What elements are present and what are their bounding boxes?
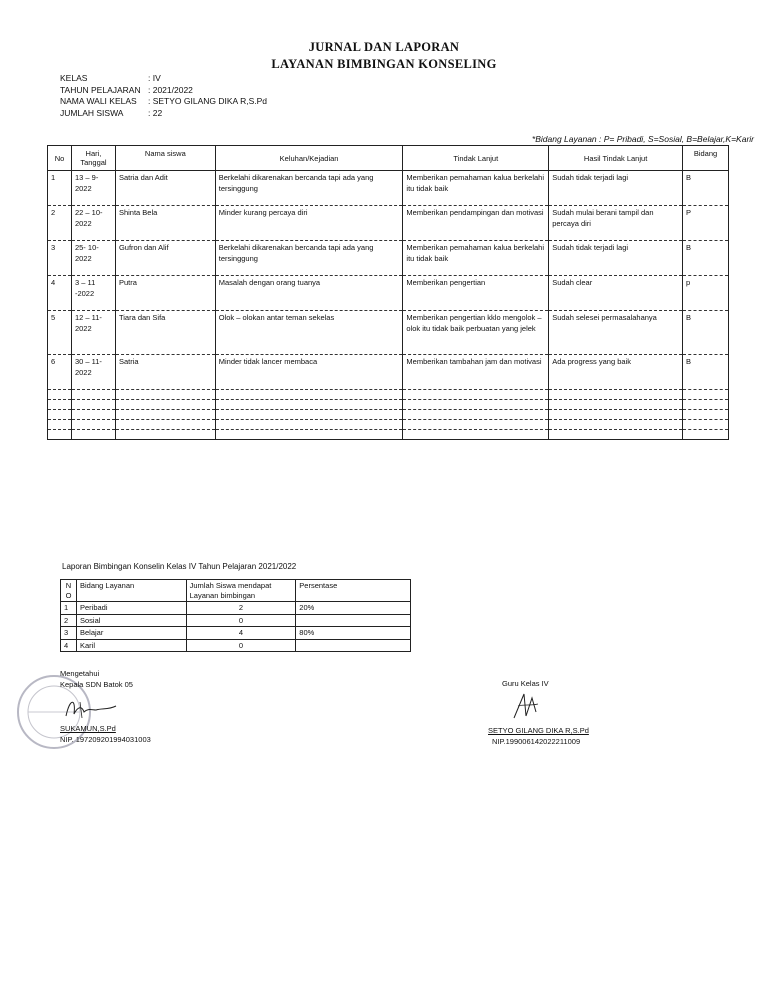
info-label-tahun: TAHUN PELAJARAN <box>60 84 141 95</box>
cell-date: 3 – 11 -2022 <box>71 276 115 311</box>
sum-cell-jumlah: 0 <box>186 639 296 652</box>
info-value-jumlah: : 22 <box>148 107 163 118</box>
cell-student: Shinta Bela <box>115 206 215 241</box>
cell-complaint: Masalah dengan orang tuanya <box>215 276 403 311</box>
cell-field: P <box>683 206 729 241</box>
info-label-kelas: KELAS <box>60 73 88 83</box>
cell-date: 25- 10-2022 <box>71 241 115 276</box>
info-value-kelas: : IV <box>148 73 161 83</box>
cell-action: Memberikan tambahan jam dan motivasi <box>403 355 549 390</box>
journal-header-row <box>48 146 729 171</box>
sum-col-no: N O <box>61 580 77 602</box>
summary-table <box>60 579 411 652</box>
cell-no: 1 <box>48 171 72 206</box>
bidang-legend-note: *Bidang Layanan : P= Pribadi, S=Sosial, B=Belajar,K=Karir <box>531 134 754 144</box>
cell-no: 4 <box>48 276 72 311</box>
cell-student: Satria <box>115 355 215 390</box>
cell-student: Tiara dan Sifa <box>115 311 215 355</box>
journal-table <box>47 145 729 440</box>
document-title: JURNAL DAN LAPORAN <box>308 40 460 54</box>
sum-cell-persen: 80% <box>296 627 411 640</box>
sum-cell-no: 3 <box>61 627 77 640</box>
info-value-tahun: : 2021/2022 <box>148 84 193 95</box>
sum-cell-jumlah: 0 <box>186 614 296 627</box>
info-label-wali: NAMA WALI KELAS <box>60 96 137 106</box>
sum-cell-no: 2 <box>61 614 77 627</box>
col-no: No <box>48 146 72 171</box>
cell-result: Sudah tidak terjadi lagi <box>549 241 683 276</box>
info-label-jumlah: JUMLAH SISWA <box>60 107 124 118</box>
cell-field: B <box>683 241 729 276</box>
cell-complaint: Olok – olokan antar teman sekelas <box>215 311 403 355</box>
table-row <box>48 311 729 355</box>
cell-no: 3 <box>48 241 72 276</box>
sum-cell-bidang: Belajar <box>76 627 186 640</box>
blank-row <box>48 400 729 410</box>
summary-title: Laporan Bimbingan Konselin Kelas IV Tahun Pelajaran 2021/2022 <box>62 562 297 571</box>
sum-cell-jumlah: 2 <box>186 602 296 615</box>
cell-date: 13 – 9-2022 <box>71 171 115 206</box>
cell-field: B <box>683 171 729 206</box>
sum-cell-bidang: Karil <box>76 639 186 652</box>
cell-field: B <box>683 355 729 390</box>
sum-cell-jumlah: 4 <box>186 627 296 640</box>
table-row <box>48 206 729 241</box>
sum-cell-bidang: Sosial <box>76 614 186 627</box>
cell-date: 22 – 10-2022 <box>71 206 115 241</box>
cell-field: B <box>683 311 729 355</box>
cell-result: Sudah selesei permasalahanya <box>549 311 683 355</box>
sum-cell-bidang: Peribadi <box>76 602 186 615</box>
cell-no: 2 <box>48 206 72 241</box>
table-row <box>48 276 729 311</box>
cell-field: p <box>683 276 729 311</box>
blank-row <box>48 390 729 400</box>
table-row <box>61 639 411 652</box>
sum-col-jumlah: Jumlah Siswa mendapat Layanan bimbingan <box>186 580 296 602</box>
principal-name: SUKAMUN,S.Pd <box>60 724 116 733</box>
cell-complaint: Berkelahi dikarenakan bercanda tapi ada yang tersinggung <box>215 171 403 206</box>
cell-result: Sudah mulai berani tampil dan percaya diri <box>549 206 683 241</box>
cell-action: Memberikan pengertian <box>403 276 549 311</box>
principal-nip: NIP. 197209201994031003 <box>60 735 151 744</box>
cell-complaint: Berkelahi dikarenakan bercanda tapi ada yang tersinggung <box>215 241 403 276</box>
sum-cell-persen <box>296 614 411 627</box>
sum-col-bidang: Bidang Layanan <box>76 580 186 602</box>
table-row <box>61 602 411 615</box>
col-tindak: Tindak Lanjut <box>403 146 549 171</box>
cell-complaint: Minder tidak lancer membaca <box>215 355 403 390</box>
blank-row <box>48 430 729 440</box>
cell-date: 30 – 11-2022 <box>71 355 115 390</box>
table-row <box>48 355 729 390</box>
cell-date: 12 – 11-2022 <box>71 311 115 355</box>
col-keluhan: Keluhan/Kejadian <box>215 146 403 171</box>
summary-header-row <box>61 580 411 602</box>
sum-cell-no: 1 <box>61 602 77 615</box>
col-tanggal: Hari, Tanggal <box>71 146 115 171</box>
cell-action: Memberikan pendampingan dan motivasi <box>403 206 549 241</box>
cell-action: Memberikan pemahaman kalua berkelahi itu tidak baik <box>403 241 549 276</box>
cell-student: Putra <box>115 276 215 311</box>
cell-result: Ada progress yang baik <box>549 355 683 390</box>
cell-complaint: Minder kurang percaya diri <box>215 206 403 241</box>
cell-student: Satria dan Adit <box>115 171 215 206</box>
cell-result: Sudah clear <box>549 276 683 311</box>
teacher-nip: NIP.199006142022211009 <box>492 737 581 746</box>
sum-cell-persen: 20% <box>296 602 411 615</box>
principal-signature-scribble-icon <box>60 692 120 722</box>
cell-action: Memberikan pengertian kklo mengolok – olok itu tidak baik perbuatan yang jelek <box>403 311 549 355</box>
cell-no: 6 <box>48 355 72 390</box>
document-subtitle: LAYANAN BIMBINGAN KONSELING <box>271 57 497 71</box>
teacher-signature-scribble-icon <box>508 690 542 724</box>
col-bidang: Bidang <box>683 146 729 171</box>
table-row <box>48 241 729 276</box>
teacher-name: SETYO GILANG DIKA R,S.Pd <box>488 726 589 735</box>
col-hasil: Hasil Tindak Lanjut <box>549 146 683 171</box>
sum-cell-no: 4 <box>61 639 77 652</box>
blank-row <box>48 410 729 420</box>
sig-left-line2: Kepala SDN Batok 05 <box>60 680 133 689</box>
class-info <box>60 73 267 119</box>
cell-action: Memberikan pemahaman kalua berkelahi itu tidak baik <box>403 171 549 206</box>
col-nama: Nama siswa <box>115 146 215 171</box>
info-value-wali: : SETYO GILANG DIKA R,S.Pd <box>148 96 268 106</box>
sum-col-persen: Persentase <box>296 580 411 602</box>
sig-left-line1: Mengetahui <box>60 669 100 678</box>
cell-no: 5 <box>48 311 72 355</box>
cell-student: Gufron dan Alif <box>115 241 215 276</box>
table-row <box>61 614 411 627</box>
table-row <box>61 627 411 640</box>
sig-right-line1: Guru Kelas IV <box>502 679 549 688</box>
cell-result: Sudah tidak terjadi lagi <box>549 171 683 206</box>
table-row <box>48 171 729 206</box>
blank-row <box>48 420 729 430</box>
sum-cell-persen <box>296 639 411 652</box>
